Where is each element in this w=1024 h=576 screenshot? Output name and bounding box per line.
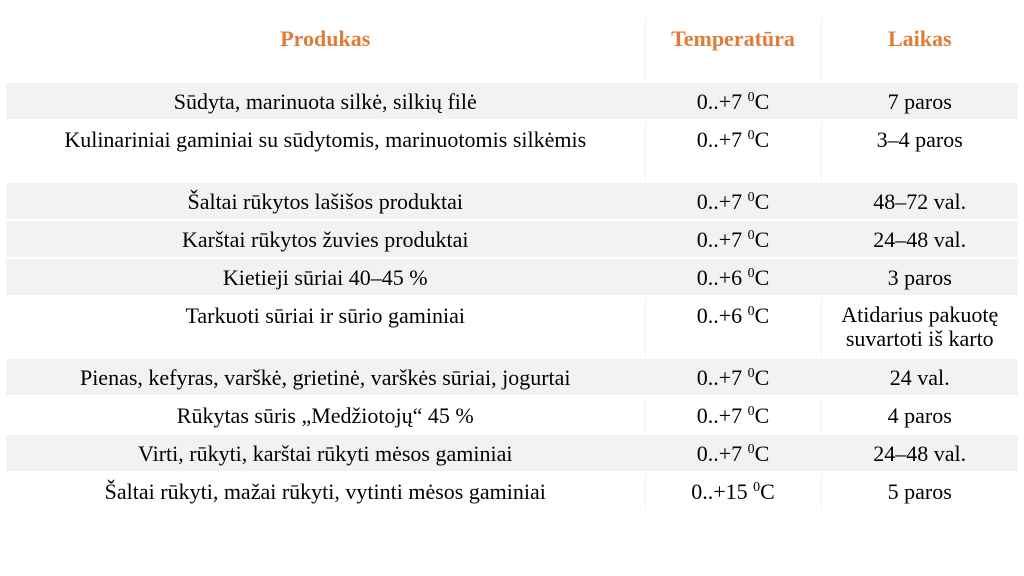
temperature-cell (645, 82, 821, 120)
temperature-cell (645, 296, 821, 358)
header-product: Produkas (6, 18, 645, 82)
degree-mark: 0 (747, 128, 755, 143)
degree-mark: 0 (747, 442, 755, 457)
table-row (6, 82, 1018, 120)
temp-range: 0..+6 (696, 265, 743, 290)
product-cell: Šaltai rūkytos lašišos produktai (6, 182, 645, 220)
table-row (6, 120, 1018, 182)
temp-range: 0..+7 (696, 365, 743, 390)
time-cell: 3–4 paros (821, 120, 1018, 182)
temp-unit: C (754, 127, 770, 152)
product-cell: Kulinariniai gaminiai su sūdytomis, marinuotomis silkėmis (6, 120, 645, 182)
temperature-cell (645, 396, 821, 434)
product-cell: Tarkuoti sūriai ir sūrio gaminiai (6, 296, 645, 358)
time-cell: 7 paros (821, 82, 1018, 120)
table-row (6, 472, 1018, 510)
temp-range: 0..+15 (691, 479, 748, 504)
product-cell: Kietieji sūriai 40–45 % (6, 258, 645, 296)
temp-range: 0..+7 (696, 403, 743, 428)
table-row (6, 358, 1018, 396)
product-cell: Pienas, kefyras, varškė, grietinė, varškės sūriai, jogurtai (6, 358, 645, 396)
product-cell: Rūkytas sūris „Medžiotojų“ 45 % (6, 396, 645, 434)
temperature-cell (645, 120, 821, 182)
table-row (6, 220, 1018, 258)
time-cell: 24–48 val. (821, 434, 1018, 472)
degree-mark: 0 (747, 90, 755, 105)
temp-unit: C (760, 479, 775, 504)
temp-range: 0..+7 (696, 441, 743, 466)
temp-range: 0..+6 (696, 303, 743, 328)
header-time: Laikas (821, 18, 1018, 82)
header-row (6, 18, 1018, 82)
temperature-cell (645, 472, 821, 510)
time-cell: 48–72 val. (821, 182, 1018, 220)
time-cell: 4 paros (821, 396, 1018, 434)
product-cell: Karštai rūkytos žuvies produktai (6, 220, 645, 258)
storage-table (6, 18, 1018, 511)
temp-unit: C (754, 303, 770, 328)
temp-unit: C (754, 403, 770, 428)
degree-mark: 0 (747, 404, 755, 419)
product-cell: Virti, rūkyti, karštai rūkyti mėsos gaminiai (6, 434, 645, 472)
degree-mark: 0 (747, 266, 755, 281)
temperature-cell (645, 358, 821, 396)
temp-range: 0..+7 (696, 227, 743, 252)
temp-unit: C (754, 89, 770, 114)
time-cell: 5 paros (821, 472, 1018, 510)
table-row (6, 396, 1018, 434)
degree-mark: 0 (753, 480, 761, 495)
time-cell: 3 paros (821, 258, 1018, 296)
temp-range: 0..+7 (696, 89, 743, 114)
product-cell: Šaltai rūkyti, mažai rūkyti, vytinti mėsos gaminiai (6, 472, 645, 510)
temperature-cell (645, 182, 821, 220)
product-cell: Sūdyta, marinuota silkė, silkių filė (6, 82, 645, 120)
table-header (6, 18, 1018, 82)
time-cell: 24–48 val. (821, 220, 1018, 258)
temp-range: 0..+7 (696, 189, 743, 214)
table-body (6, 82, 1018, 510)
temp-unit: C (754, 227, 770, 252)
temp-unit: C (754, 265, 770, 290)
temperature-cell (645, 258, 821, 296)
temp-unit: C (754, 441, 770, 466)
time-cell: Atidarius pakuotę suvartoti iš karto (821, 296, 1018, 358)
temp-unit: C (754, 189, 770, 214)
header-temperature: Temperatūra (645, 18, 821, 82)
degree-mark: 0 (747, 366, 755, 381)
table-row (6, 434, 1018, 472)
table-row (6, 296, 1018, 358)
temperature-cell (645, 220, 821, 258)
table-row (6, 258, 1018, 296)
temp-range: 0..+7 (696, 127, 743, 152)
table-row (6, 182, 1018, 220)
temp-unit: C (754, 365, 770, 390)
degree-mark: 0 (747, 228, 755, 243)
time-cell: 24 val. (821, 358, 1018, 396)
degree-mark: 0 (747, 304, 755, 319)
temperature-cell (645, 434, 821, 472)
degree-mark: 0 (747, 190, 755, 205)
